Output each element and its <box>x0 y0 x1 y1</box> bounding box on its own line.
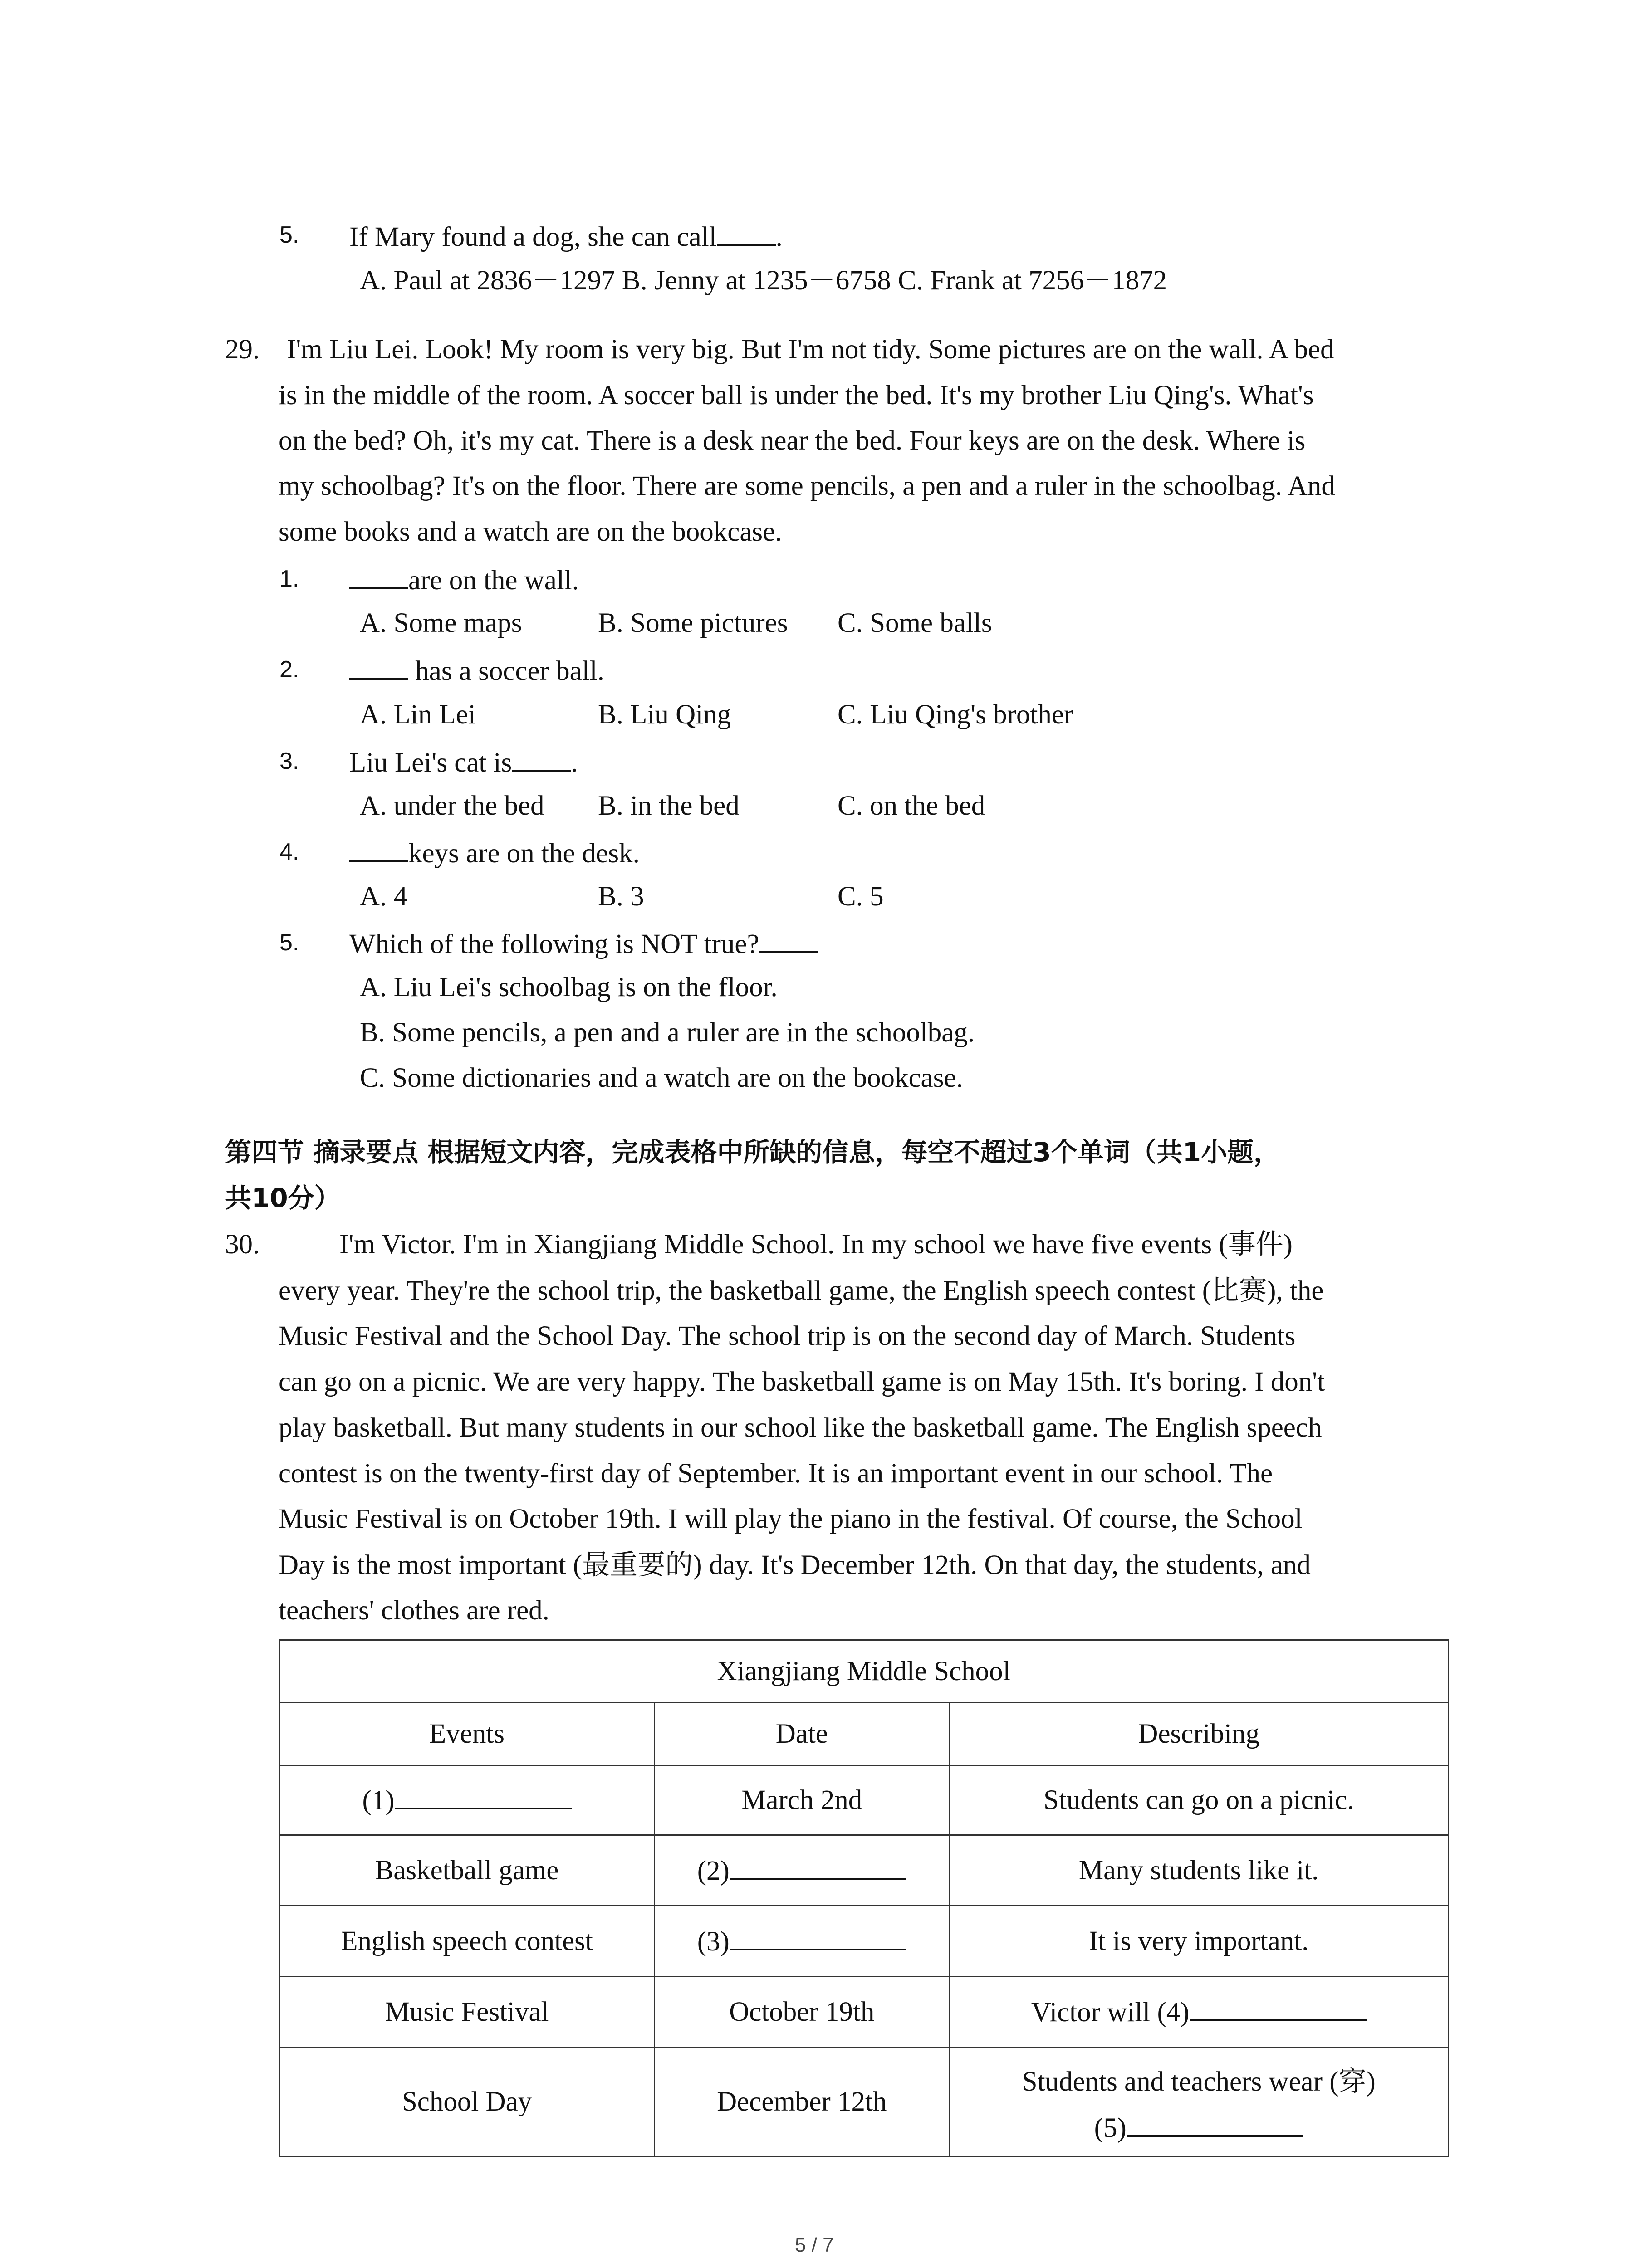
q30-passage-line: teachers' clothes are red. <box>279 1595 549 1626</box>
q29-option: B. Some pictures <box>598 608 788 638</box>
table-row <box>279 1906 1449 1977</box>
q29-item-stem: Liu Lei's cat is . <box>349 746 578 777</box>
q29-option: A. Some maps <box>360 608 522 638</box>
q29-item-stem: are on the wall. <box>349 564 579 594</box>
q29-option: A. Liu Lei's schoolbag is on the floor. <box>360 972 778 1002</box>
table-row <box>279 2048 1449 2156</box>
header-describing: Describing <box>949 1703 1449 1765</box>
event-cell: Music Festival <box>279 1977 655 2048</box>
q29-item-stem: has a soccer ball. <box>349 655 604 685</box>
desc-line: (5) <box>950 2112 1448 2144</box>
q29-passage-line: I'm Liu Lei. Look! My room is very big. But I'm not tidy. Some pictures are on the wall. A bed <box>287 334 1334 365</box>
date-cell: December 12th <box>655 2048 949 2156</box>
q30-passage-line: every year. They're the school trip, the basketball game, the English speech contest (比赛), the <box>279 1276 1324 1306</box>
header-date: Date <box>655 1703 949 1765</box>
q29-option: C. on the bed <box>838 791 985 821</box>
q29-option: A. under the bed <box>360 791 544 821</box>
q29-option: A. Lin Lei <box>360 699 476 730</box>
q29-option: C. Liu Qing's brother <box>838 699 1073 730</box>
q30-passage-line: I'm Victor. I'm in Xiangjiang Middle School. In my school we have five events (事件) <box>339 1229 1293 1260</box>
answer-blank <box>349 837 408 862</box>
header-events: Events <box>279 1703 655 1765</box>
q30-passage-line: Music Festival is on October 19th. I will play the piano in the festival. Of course, the School <box>279 1504 1303 1534</box>
event-cell: School Day <box>279 2048 655 2156</box>
answer-blank <box>349 564 408 589</box>
q29-passage-line: my schoolbag? It's on the floor. There are some pencils, a pen and a ruler in the schoolbag. And <box>279 471 1335 501</box>
event-cell: Basketball game <box>279 1835 655 1906</box>
q30-passage-line: Day is the most important (最重要的) day. It's December 12th. On that day, the students, and <box>279 1550 1311 1580</box>
q29-item-number: 2. <box>279 656 299 683</box>
q29-item-number: 5. <box>279 929 299 956</box>
table-header-row <box>279 1703 1449 1765</box>
q29-option: B. 3 <box>598 881 644 912</box>
q28-item5-number: 5. <box>279 222 299 248</box>
q29-item-number: 3. <box>279 748 299 774</box>
answer-blank-3[interactable] <box>730 1925 906 1950</box>
page-number: 5 / 7 <box>795 2234 834 2256</box>
q30-passage-line: Music Festival and the School Day. The school trip is on the second day of March. Students <box>279 1321 1296 1351</box>
q28-item5-options: A. Paul at 2836－1297 B. Jenny at 1235－6758 C. Frank at 7256－1872 <box>360 265 1167 296</box>
desc-cell: Victor will (4) <box>949 1977 1449 2048</box>
answer-blank <box>349 655 408 680</box>
events-table <box>279 1639 1449 2157</box>
table-title: Xiangjiang Middle School <box>279 1640 1449 1703</box>
table-row <box>279 1977 1449 2048</box>
q29-option: C. Some dictionaries and a watch are on the bookcase. <box>360 1063 963 1093</box>
q29-item-stem: Which of the following is NOT true? <box>349 928 818 958</box>
desc-cell <box>949 2048 1449 2156</box>
q29-item-number: 1. <box>279 566 299 592</box>
answer-blank <box>759 928 818 953</box>
q29-number: 29. <box>225 334 260 365</box>
q29-passage-line: on the bed? Oh, it's my cat. There is a desk near the bed. Four keys are on the desk. Where is <box>279 425 1306 456</box>
desc-cell: Many students like it. <box>949 1835 1449 1906</box>
table-row <box>279 1765 1449 1835</box>
q29-item-number: 4. <box>279 839 299 865</box>
q29-passage-line: is in the middle of the room. A soccer ball is under the bed. It's my brother Liu Qing's. What's <box>279 380 1314 411</box>
answer-blank-1[interactable] <box>395 1784 572 1809</box>
section-heading: 第四节 摘录要点 根据短文内容，完成表格中所缺的信息，每空不超过3个单词（共1小题， <box>225 1137 1280 1168</box>
event-cell: English speech contest <box>279 1906 655 1977</box>
q29-option: C. 5 <box>838 881 884 912</box>
desc-line: Students and teachers wear (穿) <box>1022 2067 1376 2097</box>
q30-number: 30. <box>225 1229 260 1260</box>
answer-blank-2[interactable] <box>730 1854 906 1880</box>
answer-blank <box>717 220 776 246</box>
date-cell: (2) <box>655 1835 949 1906</box>
desc-cell: Students can go on a picnic. <box>949 1765 1449 1835</box>
date-cell: (3) <box>655 1906 949 1977</box>
q29-item-stem: keys are on the desk. <box>349 837 640 867</box>
q29-option: B. in the bed <box>598 791 740 821</box>
q29-option: B. Some pencils, a pen and a ruler are in the schoolbag. <box>360 1017 975 1048</box>
q29-option: C. Some balls <box>838 608 992 638</box>
q29-passage-line: some books and a watch are on the bookcase. <box>279 517 782 547</box>
event-cell: (1) <box>279 1765 655 1835</box>
answer-blank-5[interactable] <box>1127 2112 1303 2137</box>
table-row <box>279 1835 1449 1906</box>
q29-option: A. 4 <box>360 881 408 912</box>
answer-blank-4[interactable] <box>1190 1996 1367 2021</box>
table-title-row <box>279 1640 1449 1703</box>
answer-blank <box>512 746 571 772</box>
date-cell: March 2nd <box>655 1765 949 1835</box>
q28-item5-stem: If Mary found a dog, she can call . <box>349 220 783 251</box>
q30-passage-line: contest is on the twenty-first day of September. It is an important event in our school. The <box>279 1458 1273 1489</box>
q30-passage-line: can go on a picnic. We are very happy. The basketball game is on May 15th. It's boring. I don't <box>279 1367 1325 1397</box>
q30-passage-line: play basketball. But many students in our school like the basketball game. The English speech <box>279 1413 1322 1443</box>
q29-option: B. Liu Qing <box>598 699 731 730</box>
section-heading-cont: 共10分） <box>225 1183 341 1213</box>
date-cell: October 19th <box>655 1977 949 2048</box>
desc-cell: It is very important. <box>949 1906 1449 1977</box>
